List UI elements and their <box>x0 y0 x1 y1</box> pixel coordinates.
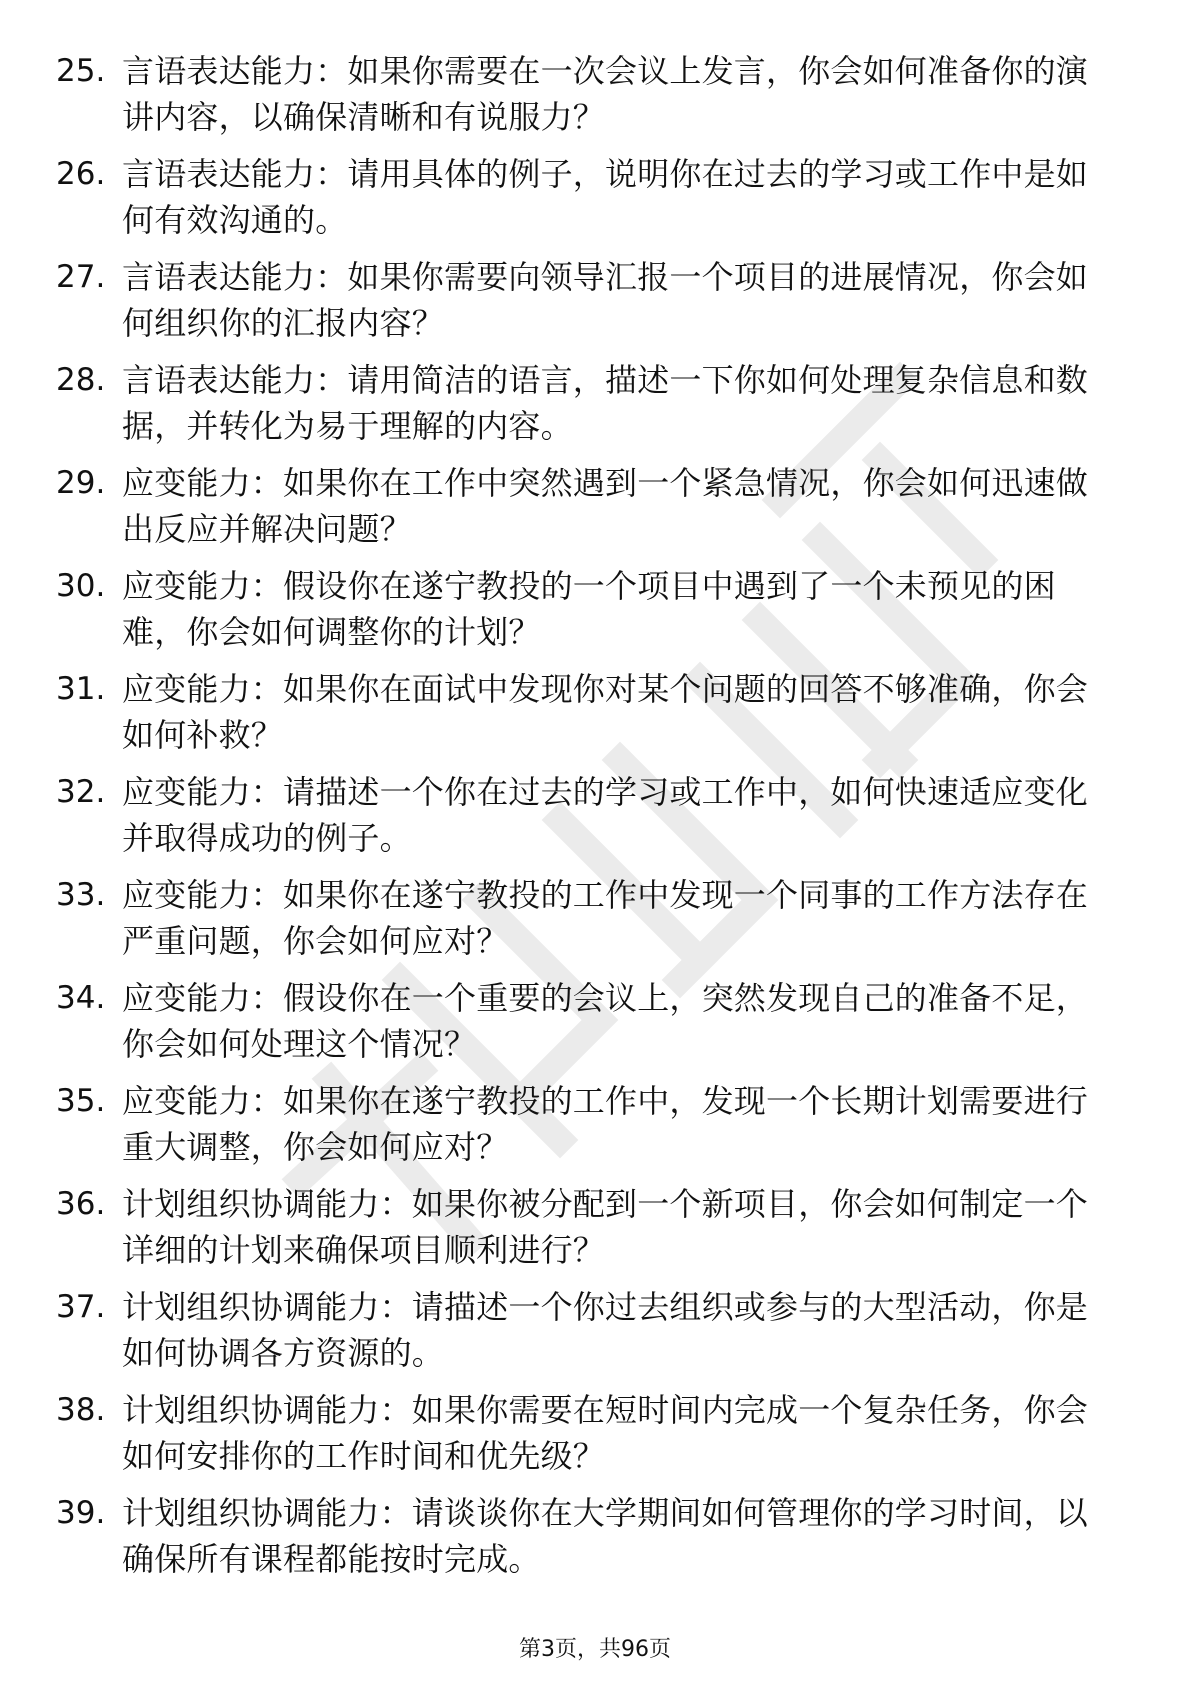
question-item <box>56 460 1106 563</box>
question-number: 26. <box>56 156 106 192</box>
question-number: 36. <box>56 1186 106 1222</box>
question-item <box>56 1181 1106 1284</box>
question-item <box>56 769 1106 872</box>
question-text: 言语表达能力：如果你需要向领导汇报一个项目的进展情况，你会如何组织你的汇报内容？ <box>122 258 1089 342</box>
question-item <box>56 975 1106 1078</box>
question-number: 35. <box>56 1083 106 1119</box>
question-text: 应变能力：如果你在工作中突然遇到一个紧急情况，你会如何迅速做出反应并解决问题？ <box>122 464 1089 548</box>
question-text: 应变能力：如果你在面试中发现你对某个问题的回答不够准确，你会如何补救？ <box>122 670 1089 754</box>
question-number: 31. <box>56 671 106 707</box>
question-text: 言语表达能力：请用具体的例子，说明你在过去的学习或工作中是如何有效沟通的。 <box>122 155 1089 239</box>
question-number: 37. <box>56 1289 106 1325</box>
page-number: 第3页，共96页 <box>519 1637 671 1662</box>
question-number: 25. <box>56 53 106 89</box>
question-text: 计划组织协调能力：请谈谈你在大学期间如何管理你的学习时间，以确保所有课程都能按时完成。 <box>122 1494 1089 1578</box>
question-number: 38. <box>56 1392 106 1428</box>
question-text: 计划组织协调能力：如果你需要在短时间内完成一个复杂任务，你会如何安排你的工作时间和优先级？ <box>122 1391 1089 1475</box>
question-item <box>56 1490 1106 1593</box>
question-text: 应变能力：假设你在一个重要的会议上，突然发现自己的准备不足，你会如何处理这个情况？ <box>122 979 1089 1063</box>
question-number: 27. <box>56 259 106 295</box>
question-text: 言语表达能力：如果你需要在一次会议上发言，你会如何准备你的演讲内容，以确保清晰和有说服力？ <box>122 52 1089 136</box>
question-number: 34. <box>56 980 106 1016</box>
question-item <box>56 1387 1106 1490</box>
question-item <box>56 666 1106 769</box>
question-text: 应变能力：假设你在遂宁教投的一个项目中遇到了一个未预见的困难，你会如何调整你的计划？ <box>122 567 1056 651</box>
question-item <box>56 254 1106 357</box>
question-number: 28. <box>56 362 106 398</box>
question-number: 30. <box>56 568 106 604</box>
question-text: 应变能力：如果你在遂宁教投的工作中，发现一个长期计划需要进行重大调整，你会如何应对？ <box>122 1082 1089 1166</box>
question-number: 29. <box>56 465 106 501</box>
question-text: 应变能力：请描述一个你在过去的学习或工作中，如何快速适应变化并取得成功的例子。 <box>122 773 1089 857</box>
question-item <box>56 357 1106 460</box>
question-text: 计划组织协调能力：如果你被分配到一个新项目，你会如何制定一个详细的计划来确保项目顺利进行？ <box>122 1185 1089 1269</box>
question-text: 言语表达能力：请用简洁的语言，描述一下你如何处理复杂信息和数据，并转化为易于理解的内容。 <box>122 361 1089 445</box>
question-number: 33. <box>56 877 106 913</box>
question-text: 计划组织协调能力：请描述一个你过去组织或参与的大型活动，你是如何协调各方资源的。 <box>122 1288 1089 1372</box>
question-number: 32. <box>56 774 106 810</box>
question-item <box>56 563 1106 666</box>
question-item <box>56 151 1106 254</box>
question-text: 应变能力：如果你在遂宁教投的工作中发现一个同事的工作方法存在严重问题，你会如何应对？ <box>122 876 1089 960</box>
question-list <box>56 48 1106 1593</box>
question-item <box>56 1284 1106 1387</box>
question-item <box>56 872 1106 975</box>
question-number: 39. <box>56 1495 106 1531</box>
question-item <box>56 1078 1106 1181</box>
question-item <box>56 48 1106 151</box>
